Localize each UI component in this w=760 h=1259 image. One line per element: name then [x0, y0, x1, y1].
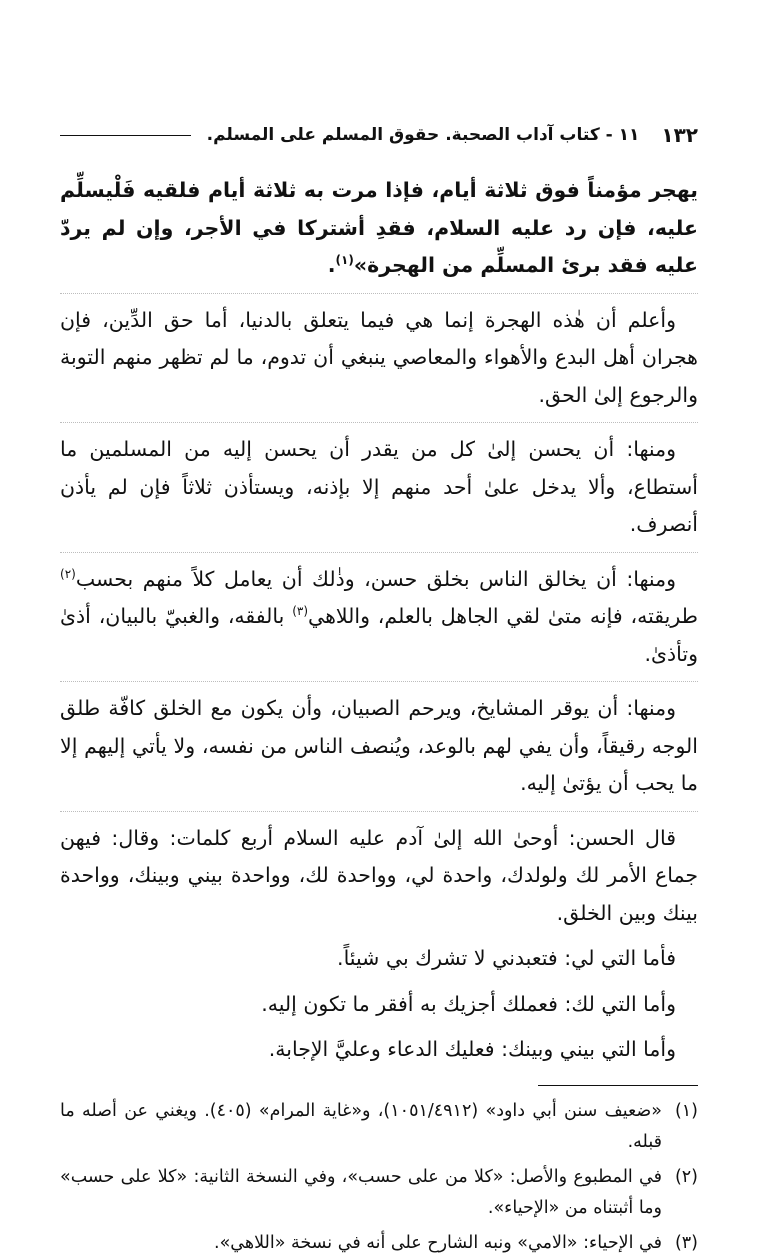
running-header [60, 118, 698, 152]
footnote-mark: (١) [674, 1100, 698, 1121]
paragraph-khuluq: ومنها: أن يخالق الناس بخلق حسن، وذٰلك أن يعامل كلاً منهم بحسب$^{(٢)}$ طريقته، فإنه متىٰ لقي الجاهل بالعلم، واللاهي$^{(٣)}$ بالفقه، والغبيّ بالبيان، أذىٰ وتأذىٰ. [60, 566, 698, 666]
paragraph-second-word: وأما التي لك: فعملك أجزيك به أفقر ما تكون إليه. [261, 991, 676, 1016]
paragraph-ihsan: ومنها: أن يحسن إلىٰ كل من يقدر أن يحسن إليه من المسلمين ما أستطاع، وألا يدخل علىٰ أحد منهم إلا بإذنه، ويستأذن ثلاثاً فإن لم يأذن أنصرف. [60, 437, 698, 536]
hadith-quote-paragraph: يهجر مؤمناً فوق ثلاثة أيام، فإذا مرت به ثلاثة أيام فلقيه فَلْيسلِّم عليه، فإن رد عليه السلام، فقدِ أشتركا في الأجر، وإن لم يردّ عليه فقد برئ المسلِّم من الهجرة»$^{(١)}$. [60, 178, 698, 277]
footnote-text: في الإحياء: «الامي» ونبه الشارح على أنه في نسخة «اللاهي». [214, 1232, 662, 1253]
footnote-ref-1[interactable]: (١) [335, 253, 354, 268]
paragraph-mashayikh: ومنها: أن يوقر المشايخ، ويرحم الصبيان، وأن يكون مع الخلق كافّة طلق الوجه رقيقاً، وأن يفي لهم بالوعد، ويُنصف الناس من نفسه، ولا يأتي إليهم إلا ما يحب أن يؤتىٰ إليه. [60, 696, 698, 795]
paragraph-hasan: قال الحسن: أوحىٰ الله إلىٰ آدم عليه السلام أربع كلمات: وقال: فيهن جماع الأمر لك ولولدك، واحدة لي، وواحدة لك، وواحدة بيني وبينك، وواحدة بينك وبين الخلق. [60, 825, 698, 925]
paragraph-separator [60, 811, 698, 812]
body-text [60, 172, 698, 1069]
page-number: ١٣٢ [661, 123, 698, 147]
footnote-ref-3[interactable]: (٣) [292, 604, 309, 619]
footnote-mark: (٣) [674, 1232, 698, 1253]
footnote-text: في المطبوع والأصل: «كلا من على حسب»، وفي النسخة الثانية: «كلا على حسب» وما أثبتناه من «الإحياء». [60, 1166, 662, 1218]
paragraph-first-word: فأما التي لي: فتعبدني لا تشرك بي شيئاً. [337, 946, 676, 970]
paragraph-separator [60, 293, 698, 294]
paragraph-separator [60, 422, 698, 423]
footnote-1 [60, 1096, 698, 1158]
footnote-3 [60, 1228, 698, 1259]
header-rule [60, 135, 191, 136]
footnotes [60, 1096, 698, 1259]
footnote-rule [538, 1085, 698, 1086]
paragraph-separator [60, 552, 698, 553]
footnote-2 [60, 1162, 698, 1224]
footnote-text: «ضعيف سنن أبي داود» (١٠٥١/٤٩١٢)، و«غاية المرام» (٤٠٥). ويغني عن أصله ما قبله. [60, 1100, 662, 1152]
paragraph-third-word: وأما التي بيني وبينك: فعليك الدعاء وعليَّ الإجابة. [268, 1037, 676, 1061]
footnote-mark: (٢) [674, 1166, 698, 1187]
paragraph-hijra: وأعلم أن هٰذه الهجرة إنما هي فيما يتعلق بالدنيا، أما حق الدِّين، فإن هجران أهل البدع والأهواء والمعاصي ينبغي أن تدوم، ما لم تظهر منهم التوبة والرجوع إلىٰ الحق. [60, 307, 698, 407]
paragraph-separator [60, 681, 698, 682]
footnote-ref-2[interactable]: (٢) [60, 566, 76, 581]
chapter-title: ١١ - كتاب آداب الصحبة. حقوق المسلم على المسلم. [206, 125, 640, 145]
